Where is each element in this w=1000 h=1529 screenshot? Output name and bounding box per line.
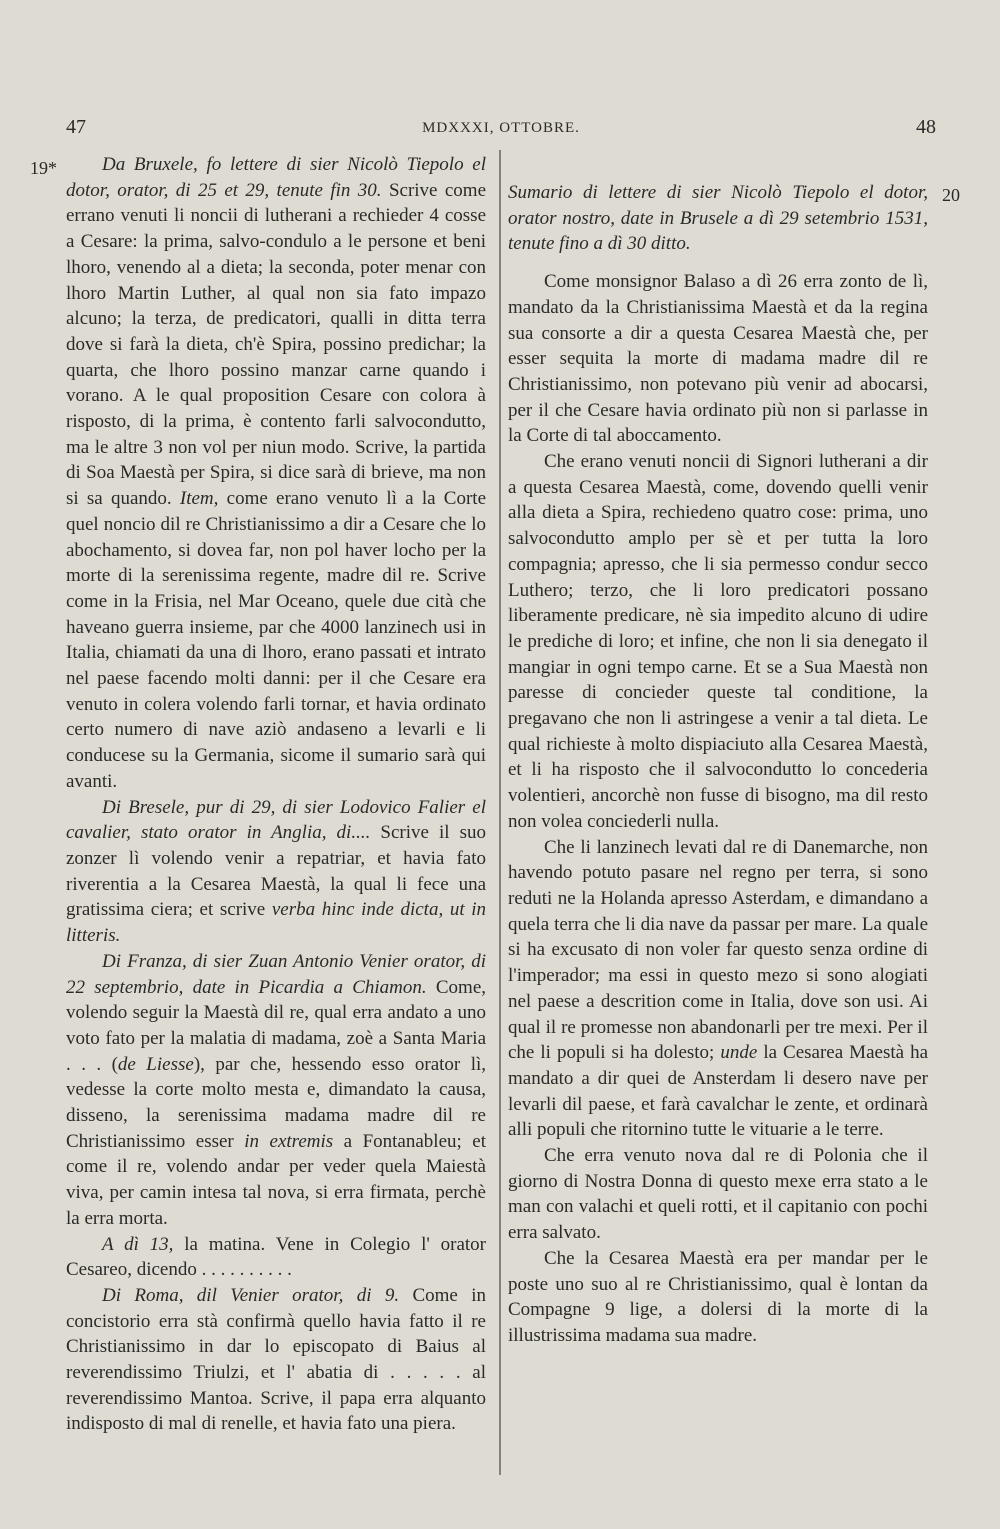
right-column — [508, 180, 928, 1349]
left-paragraph-4: A dì 13, la matina. Vene in Colegio l' orator Cesareo, dicendo . . . . . . . . . . — [66, 1233, 486, 1281]
right-paragraph-1: Come monsignor Balaso a dì 26 erra zonto de lì, mandato da la Christianissima Maestà et da la regina sua consorte a dir a questa Cesarea Maestà che, per esser sequita la morte di madama madre dil re Christianissimo, non potevano più venir ad abocarsi, per il che Cesare havia ordinato più non si parlasse in la Corte di tal aboccamento. — [508, 271, 928, 447]
right-paragraph-4: Che erra venuto nova dal re di Polonia che il giorno di Nostra Donna di questo mexe erra stato a le man con valachi et queli rotti, et il capitanio con pochi erra salvato. — [508, 1145, 928, 1244]
running-title: MDXXXI, OTTOBRE. — [422, 120, 580, 136]
margin-number-right: 20 — [942, 185, 960, 205]
left-paragraph-3: Di Franza, di sier Zuan Antonio Venier orator, di 22 septembrio, date in Picardia a Chiamon. Come, volendo seguir la Maestà dil re, qual erra andato a uno voto fato per la malatia di madama, zoè a Santa Maria . . . (de Liesse), par che, hessendo esso orator lì, vedesse la corte molto mesta e, dimandato la causa, disseno, la serenissima madama madre dil re Christianissimo esser in extremis a Fontanableu; et come il re, volendo andar per veder quela Maiestà viva, per camin intesa tal nova, si erra firmata, perchè la erra morta. — [66, 950, 487, 1229]
right-paragraph-5: Che la Cesarea Maestà era per mandar per le poste uno suo al re Christianissimo, qual è lontan da Compagne 9 lige, a dolersi di la morte di la illustrissima madama sua madre. — [508, 1247, 928, 1346]
column-divider — [499, 150, 501, 1475]
left-paragraph-2: Di Bresele, pur di 29, di sier Lodovico Falier el cavalier, stato orator in Anglia, di.... Scrive il suo zonzer lì volendo venir a repatriar, et havia fato riverentia a la Cesarea Maestà, la qual li fece una gratissima ciera; et scrive verba hinc inde dicta, ut in litteris. — [66, 796, 487, 947]
right-heading: Sumario di lettere di sier Nicolò Tiepolo el dotor, orator nostro, date in Brusele a dì 29 setembrio 1531, tenute fino a dì 30 ditto. — [508, 182, 928, 255]
left-paragraph-1: Da Bruxele, fo lettere di sier Nicolò Tiepolo el dotor, orator, di 25 et 29, tenute fin 30. Scrive come errano venuti li noncii di lutherani a rechieder 4 cosse a Cesare: la prima, salvo-condulo a le persone et beni lhoro, venendo al a dieta; la seconda, poter menar con lhoro Martin Luther, al qual non sia fato impazo alcuno; la terza, de predicatori, qualli in ditta terra dove si farà la dieta, ch'è Spira, possino predichar; la quarta, che lhoro possino manzar carne quando i vorano. A le qual proposition Cesare con colora à risposto, di la prima, è contento farli salvocondutto, ma le altre 3 non vol per niun modo. Scrive, la partida di Soa Maestà per Spira, si dice sarà di brieve, ma non si sa quando. Item, come erano venuto lì a la Corte quel noncio dil re Christianissimo a dir a Cesare che lo abochamento, si dovea far, non pol haver locho per la morte di la serenissima regente, madre dil re. Scrive come in la Frisia, nel Mar Oceano, quele due cità che haveano guerra insieme, par che 4000 lanzinech usi in Italia, chiamati da una di lhoro, erano passati et intrato nel paese facendo molti danni: per il che Cesare era venuto in colera volendo farli tornar, et havia ordinato certo numero di nave aziò andaseno a levarli e li conducese su la Germania, sicome il sumario sarà qui avanti. — [66, 154, 487, 792]
page-number-left: 47 — [66, 116, 86, 138]
left-column — [66, 152, 486, 1437]
margin-number-left: 19* — [30, 158, 57, 178]
left-paragraph-5: Di Roma, dil Venier orator, di 9. Come in concistorio erra stà confirmà quello havia fatto il re Christianissimo in dar lo episcopato di Baius al reverendissimo Triulzi, et l' abatia di . . . . . al reverendissimo Mantoa. Scrive, il papa erra alquanto indisposto di mal di renelle, et havia fato una piera. — [66, 1284, 486, 1435]
page-header — [66, 116, 936, 146]
right-paragraph-2: Che erano venuti noncii di Signori lutherani a dir a questa Cesarea Maestà, come, dovendo quelli venir alla dieta a Spira, rechiedeno quatro cose: prima, uno salvocondutto amplo per sè et per tutta la loro compagnia; apresso, che li sia permesso condur secco Luthero; terzo, che li loro predicatori possano liberamente predicare, nè sia impedito alcuno di udire le prediche di loro; et infine, che non li sia denegato il mangiar in ogni tempo carne. Et se a Sua Maestà non paresse di concieder queste tal conditione, la pregavano che non li astringese a venir a tal dieta. Le qual richieste à molto dispiaciuto alla Cesarea Maestà, et li ha risposto che il salvocondutto lo concederia volentieri, ancorchè non fusse di bisogno, ma dil resto non volea conciederli nulla. — [508, 451, 928, 832]
page-number-right: 48 — [916, 116, 936, 138]
right-paragraph-3: Che li lanzinech levati dal re di Danemarche, non havendo potuto pasare nel regno per terra, si sono reduti ne la Holanda apresso Asterdam, e dimandano a quela terra che li dia nave da passar per mare. La quale si ha excusato di non voler far questo senza ordine di l'imperador; ma essi in questo mezo si sono alogiati nel paese a descrition come in Italia, dove son usi. Ai qual il re promesse non abandonarli per tre mexi. Per il che li populi si ha dolesto; unde la Cesarea Maestà ha mandato a dir quei de Ansterdam li desero nave per levarli dil paese, et farà cavalchar le zente, et ordinarà alli populi che ritornino tutte le vituarie a le terre. — [508, 836, 928, 1141]
